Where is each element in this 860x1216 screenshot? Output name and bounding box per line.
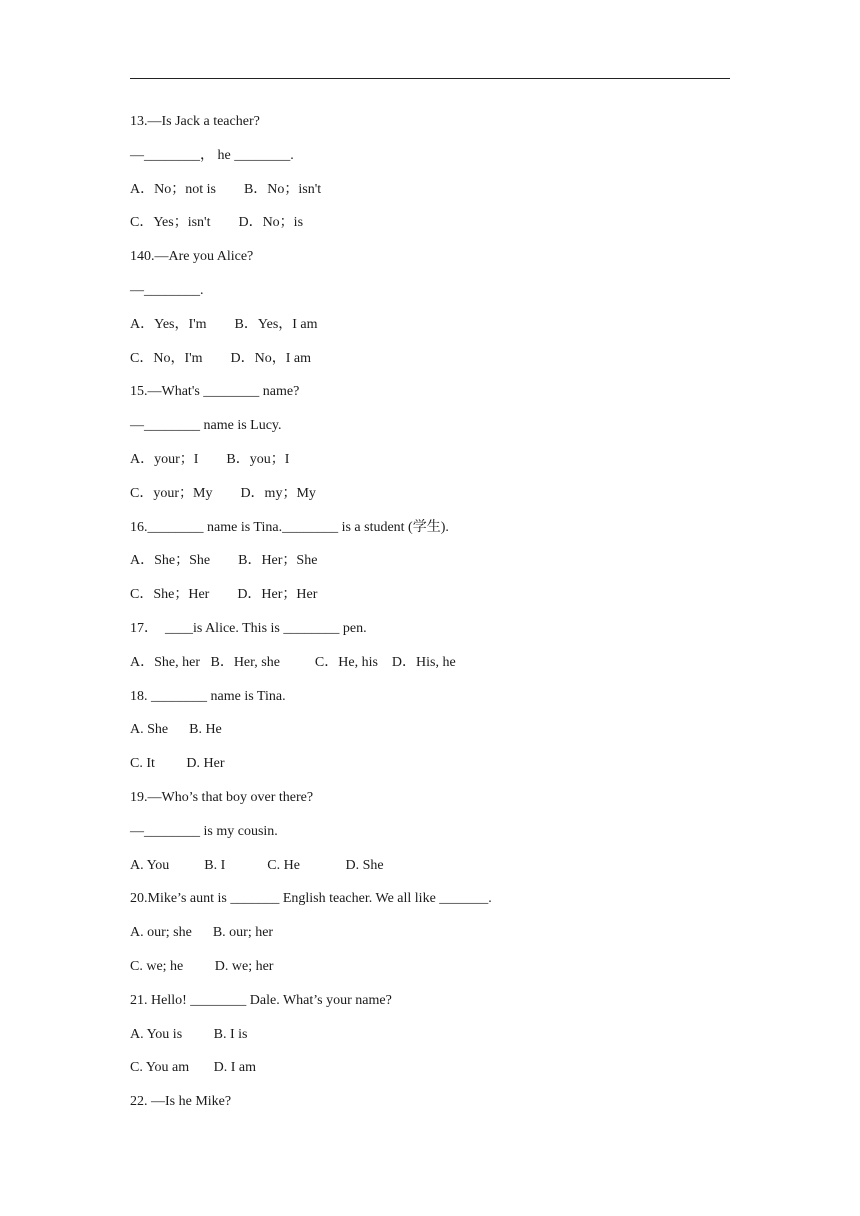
question-20-stem: 20.Mike’s aunt is _______ English teacher. We all like _______. (130, 891, 492, 907)
question-18-options-cd: C. It D. Her (130, 756, 225, 772)
question-13-options-ab: A．No；not is B．No；isn't (130, 181, 322, 197)
question-14-stem: 140.—Are you Alice? (130, 249, 254, 265)
question-14-answer-line: —________. (130, 282, 204, 298)
question-19-answer-line: —________ is my cousin. (130, 823, 278, 839)
question-14-options-cd: C．No，I'm D．No，I am (130, 350, 312, 366)
question-15-options-cd: C．your；My D．my；My (130, 485, 316, 501)
question-21-stem: 21. Hello! ________ Dale. What’s your name? (130, 992, 392, 1008)
question-13-options-cd: C．Yes；isn't D．No；is (130, 215, 304, 231)
question-17-stem: 17． ____is Alice. This is ________ pen. (130, 620, 367, 636)
question-16-options-cd: C．She；Her D．Her；Her (130, 587, 318, 603)
question-13-stem: 13.—Is Jack a teacher? (130, 114, 260, 129)
question-16-stem: 16.________ name is Tina.________ is a student (学生). (130, 519, 449, 535)
question-16-options-ab: A．She；She B．Her；She (130, 553, 318, 569)
question-19-options: A. You B. I C. He D. She (130, 857, 384, 873)
question-17-options: A．She, her B．Her, she C．He, his D．His, he (130, 654, 456, 670)
question-14-options-ab: A．Yes，I'm B．Yes，I am (130, 316, 318, 332)
question-18-options-ab: A. She B. He (130, 722, 222, 738)
question-20-options-ab: A. our; she B. our; her (130, 925, 274, 941)
question-13-answer-line: —________， he ________. (130, 147, 294, 163)
question-21-options-ab: A. You is B. I is (130, 1026, 248, 1042)
worksheet-content (130, 112, 730, 1126)
question-15-options-ab: A．your；I B．you；I (130, 451, 290, 467)
question-15-answer-line: —________ name is Lucy. (130, 418, 282, 434)
question-21-options-cd: C. You am D. I am (130, 1060, 257, 1076)
question-20-options-cd: C. we; he D. we; her (130, 958, 274, 974)
question-19-stem: 19.—Who’s that boy over there? (130, 789, 314, 805)
header-rule (130, 78, 730, 79)
question-18-stem: 18. ________ name is Tina. (130, 688, 286, 704)
question-22-stem: 22. —Is he Mike? (130, 1094, 232, 1110)
question-15-stem: 15.—What's ________ name? (130, 384, 300, 400)
